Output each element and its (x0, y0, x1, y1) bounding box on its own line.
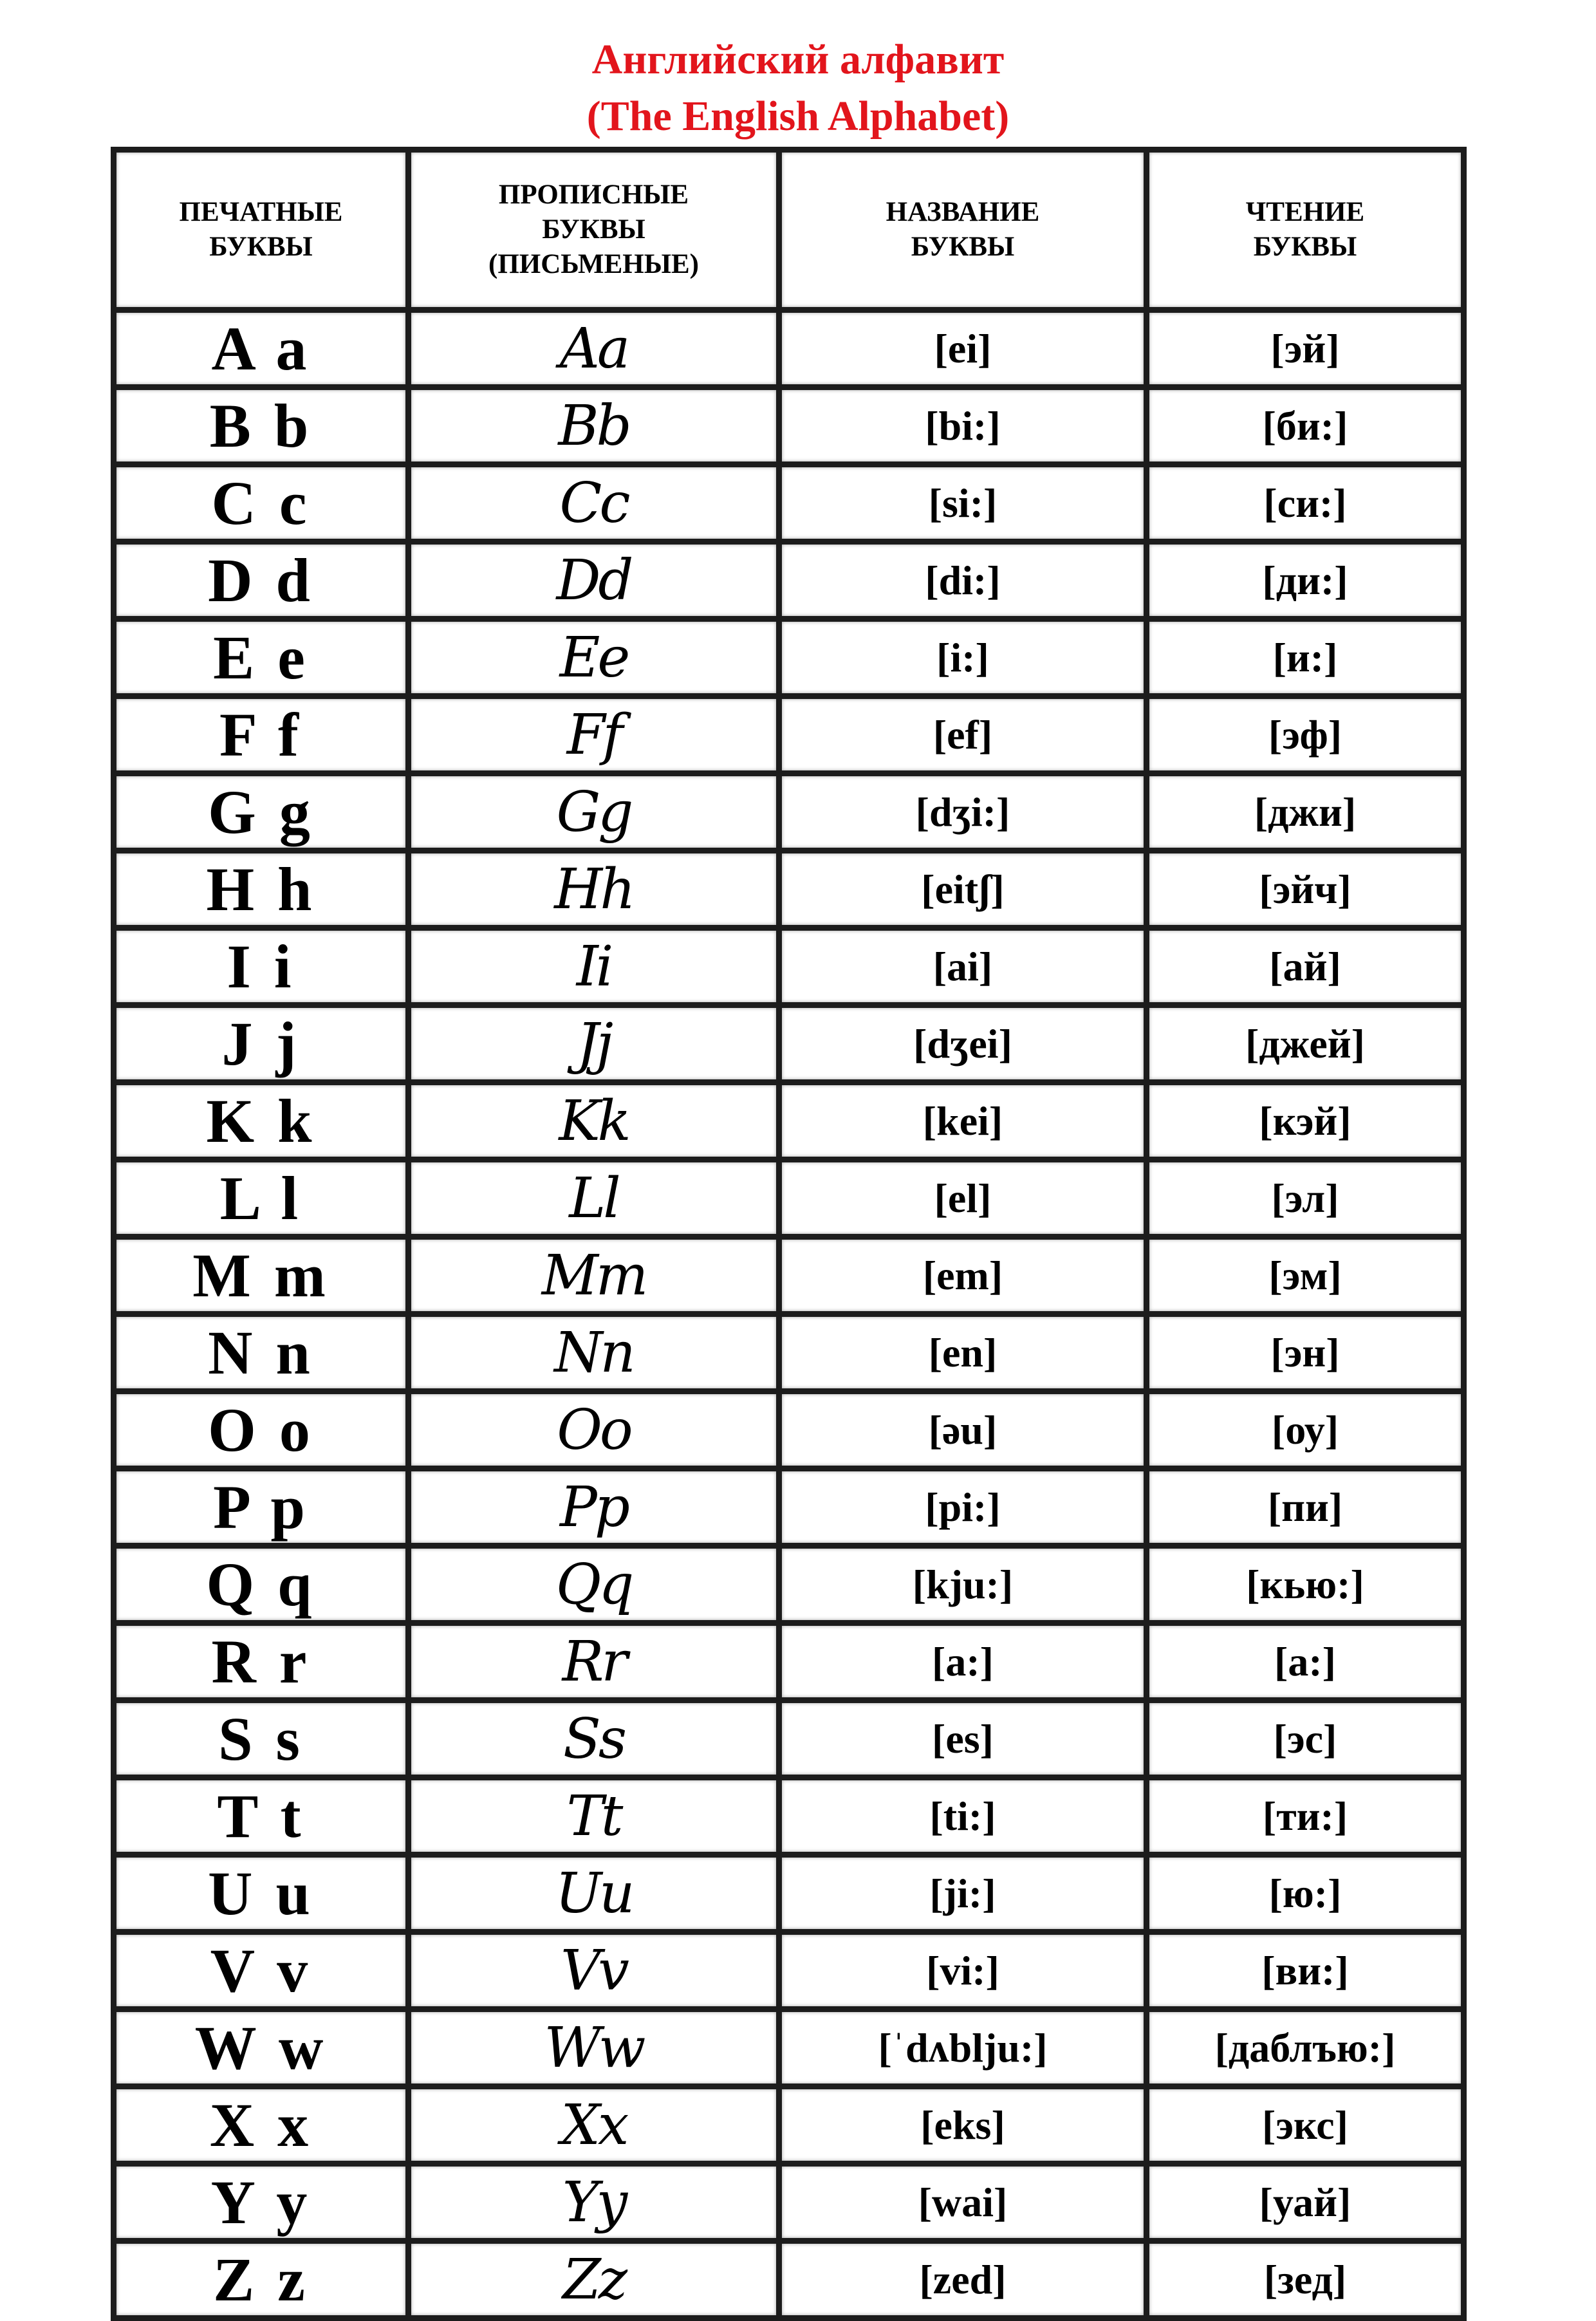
table-row (114, 1237, 1464, 1314)
cursive-letter-cell: Pp (409, 1469, 779, 1546)
printed-letter-cell: E e (114, 619, 409, 696)
printed-letter-cell: P p (114, 1469, 409, 1546)
page-subtitle: (The English Alphabet) (586, 93, 1010, 140)
printed-letter-cell: V v (114, 1932, 409, 2009)
printed-letter-cell: O o (114, 1392, 409, 1469)
letter-reading-cell: [эн] (1147, 1314, 1464, 1392)
letter-reading-cell: [ай] (1147, 928, 1464, 1005)
table-row (114, 1778, 1464, 1855)
cursive-letter-cell: Ll (409, 1160, 779, 1237)
letter-reading-cell: [зед] (1147, 2241, 1464, 2318)
letter-reading-cell: [эф] (1147, 696, 1464, 774)
table-row (114, 2164, 1464, 2241)
cursive-letter-cell: Zz (409, 2241, 779, 2318)
letter-reading-cell: [би:] (1147, 387, 1464, 465)
letter-reading-cell: [эс] (1147, 1701, 1464, 1778)
letter-reading-cell: [эл] (1147, 1160, 1464, 1237)
letter-reading-cell: [оу] (1147, 1392, 1464, 1469)
table-row (114, 2009, 1464, 2087)
printed-letter-cell: Z z (114, 2241, 409, 2318)
printed-letter-cell: Y y (114, 2164, 409, 2241)
letter-reading-cell: [джей] (1147, 1005, 1464, 1083)
cursive-letter-cell: Xx (409, 2087, 779, 2164)
letter-reading-cell: [а:] (1147, 1623, 1464, 1701)
table-row (114, 310, 1464, 387)
letter-name-cell: [en] (779, 1314, 1147, 1392)
printed-letter-cell: A a (114, 310, 409, 387)
letter-name-cell: [i:] (779, 619, 1147, 696)
table-row (114, 1623, 1464, 1701)
printed-letter-cell: R r (114, 1623, 409, 1701)
cursive-letter-cell: Mm (409, 1237, 779, 1314)
cursive-letter-cell: Aa (409, 310, 779, 387)
table-header-row (114, 150, 1464, 310)
table-row (114, 1314, 1464, 1392)
header-cursive-line: БУКВЫ (542, 214, 645, 245)
header-letter-reading (1147, 150, 1464, 310)
cursive-letter-cell: Hh (409, 851, 779, 928)
cursive-letter-cell: Qq (409, 1546, 779, 1623)
table-row (114, 851, 1464, 928)
alphabet-table (111, 147, 1467, 2321)
letter-name-cell: [ai] (779, 928, 1147, 1005)
letter-name-cell: [wai] (779, 2164, 1147, 2241)
letter-reading-cell: [эм] (1147, 1237, 1464, 1314)
letter-name-cell: [es] (779, 1701, 1147, 1778)
letter-name-cell: [ef] (779, 696, 1147, 774)
letter-name-cell: [eks] (779, 2087, 1147, 2164)
table-row (114, 465, 1464, 542)
table-row (114, 696, 1464, 774)
letter-name-cell: [ji:] (779, 1855, 1147, 1932)
letter-name-cell: [kju:] (779, 1546, 1147, 1623)
table-row (114, 387, 1464, 465)
table-row (114, 1932, 1464, 2009)
letter-name-cell: [ˈdʌblju:] (779, 2009, 1147, 2087)
printed-letter-cell: L l (114, 1160, 409, 1237)
letter-reading-cell: [кью:] (1147, 1546, 1464, 1623)
letter-reading-cell: [эй] (1147, 310, 1464, 387)
printed-letter-cell: G g (114, 774, 409, 851)
header-name-line: НАЗВАНИЕ (886, 197, 1040, 227)
printed-letter-cell: W w (114, 2009, 409, 2087)
letter-reading-cell: [пи] (1147, 1469, 1464, 1546)
printed-letter-cell: B b (114, 387, 409, 465)
printed-letter-cell: Q q (114, 1546, 409, 1623)
letter-name-cell: [kei] (779, 1083, 1147, 1160)
letter-name-cell: [dʒei] (779, 1005, 1147, 1083)
letter-name-cell: [ti:] (779, 1778, 1147, 1855)
letter-name-cell: [pi:] (779, 1469, 1147, 1546)
letter-name-cell: [eitʃ] (779, 851, 1147, 928)
printed-letter-cell: U u (114, 1855, 409, 1932)
table-row (114, 619, 1464, 696)
table-row (114, 1392, 1464, 1469)
table-row (114, 774, 1464, 851)
letter-name-cell: [el] (779, 1160, 1147, 1237)
cursive-letter-cell: Uu (409, 1855, 779, 1932)
letter-name-cell: [si:] (779, 465, 1147, 542)
cursive-letter-cell: Ff (409, 696, 779, 774)
table-row (114, 542, 1464, 619)
letter-name-cell: [dʒi:] (779, 774, 1147, 851)
letter-reading-cell: [ви:] (1147, 1932, 1464, 2009)
letter-reading-cell: [ди:] (1147, 542, 1464, 619)
table-row (114, 1546, 1464, 1623)
header-cursive-letters (409, 150, 779, 310)
header-reading-line: БУКВЫ (1253, 232, 1357, 262)
letter-name-cell: [ei] (779, 310, 1147, 387)
header-printed-letters (114, 150, 409, 310)
cursive-letter-cell: Yy (409, 2164, 779, 2241)
cursive-letter-cell: Oo (409, 1392, 779, 1469)
letter-name-cell: [zed] (779, 2241, 1147, 2318)
table-row (114, 1469, 1464, 1546)
table-row (114, 1083, 1464, 1160)
printed-letter-cell: J j (114, 1005, 409, 1083)
letter-reading-cell: [уай] (1147, 2164, 1464, 2241)
letter-name-cell: [bi:] (779, 387, 1147, 465)
printed-letter-cell: K k (114, 1083, 409, 1160)
letter-reading-cell: [и:] (1147, 619, 1464, 696)
letter-reading-cell: [ти:] (1147, 1778, 1464, 1855)
cursive-letter-cell: Nn (409, 1314, 779, 1392)
table-row (114, 1160, 1464, 1237)
printed-letter-cell: M m (114, 1237, 409, 1314)
cursive-letter-cell: Bb (409, 387, 779, 465)
letter-name-cell: [əu] (779, 1392, 1147, 1469)
header-name-line: БУКВЫ (911, 232, 1015, 262)
table-row (114, 1005, 1464, 1083)
cursive-letter-cell: Ii (409, 928, 779, 1005)
printed-letter-cell: X x (114, 2087, 409, 2164)
cursive-letter-cell: Ww (409, 2009, 779, 2087)
cursive-letter-cell: Jj (409, 1005, 779, 1083)
cursive-letter-cell: Tt (409, 1778, 779, 1855)
table-row (114, 2241, 1464, 2318)
letter-name-cell: [em] (779, 1237, 1147, 1314)
printed-letter-cell: T t (114, 1778, 409, 1855)
cursive-letter-cell: Dd (409, 542, 779, 619)
printed-letter-cell: D d (114, 542, 409, 619)
cursive-letter-cell: Gg (409, 774, 779, 851)
header-printed-line: ПЕЧАТНЫЕ (179, 197, 343, 227)
printed-letter-cell: N n (114, 1314, 409, 1392)
letter-reading-cell: [джи] (1147, 774, 1464, 851)
letter-reading-cell: [эйч] (1147, 851, 1464, 928)
header-reading-line: ЧТЕНИЕ (1245, 197, 1365, 227)
cursive-letter-cell: Rr (409, 1623, 779, 1701)
letter-reading-cell: [экс] (1147, 2087, 1464, 2164)
letter-reading-cell: [ю:] (1147, 1855, 1464, 1932)
header-cursive-line: ПРОПИСНЫЕ (498, 180, 689, 210)
printed-letter-cell: F f (114, 696, 409, 774)
letter-name-cell: [a:] (779, 1623, 1147, 1701)
page-title: Английский алфавит (591, 36, 1005, 83)
header-printed-line: БУКВЫ (209, 232, 313, 262)
cursive-letter-cell: Kk (409, 1083, 779, 1160)
cursive-letter-cell: Ee (409, 619, 779, 696)
printed-letter-cell: C c (114, 465, 409, 542)
cursive-letter-cell: Cc (409, 465, 779, 542)
letter-name-cell: [di:] (779, 542, 1147, 619)
alphabet-table-container (111, 147, 1461, 2314)
table-row (114, 2087, 1464, 2164)
table-row (114, 1701, 1464, 1778)
alphabet-rows (114, 310, 1464, 2318)
letter-name-cell: [vi:] (779, 1932, 1147, 2009)
cursive-letter-cell: Vv (409, 1932, 779, 2009)
cursive-letter-cell: Ss (409, 1701, 779, 1778)
table-row (114, 928, 1464, 1005)
printed-letter-cell: S s (114, 1701, 409, 1778)
letter-reading-cell: [си:] (1147, 465, 1464, 542)
printed-letter-cell: I i (114, 928, 409, 1005)
table-row (114, 1855, 1464, 1932)
printed-letter-cell: H h (114, 851, 409, 928)
header-letter-name (779, 150, 1147, 310)
header-cursive-line: (ПИСЬМЕНЫЕ) (488, 249, 699, 279)
letter-reading-cell: [кэй] (1147, 1083, 1464, 1160)
letter-reading-cell: [даблъю:] (1147, 2009, 1464, 2087)
